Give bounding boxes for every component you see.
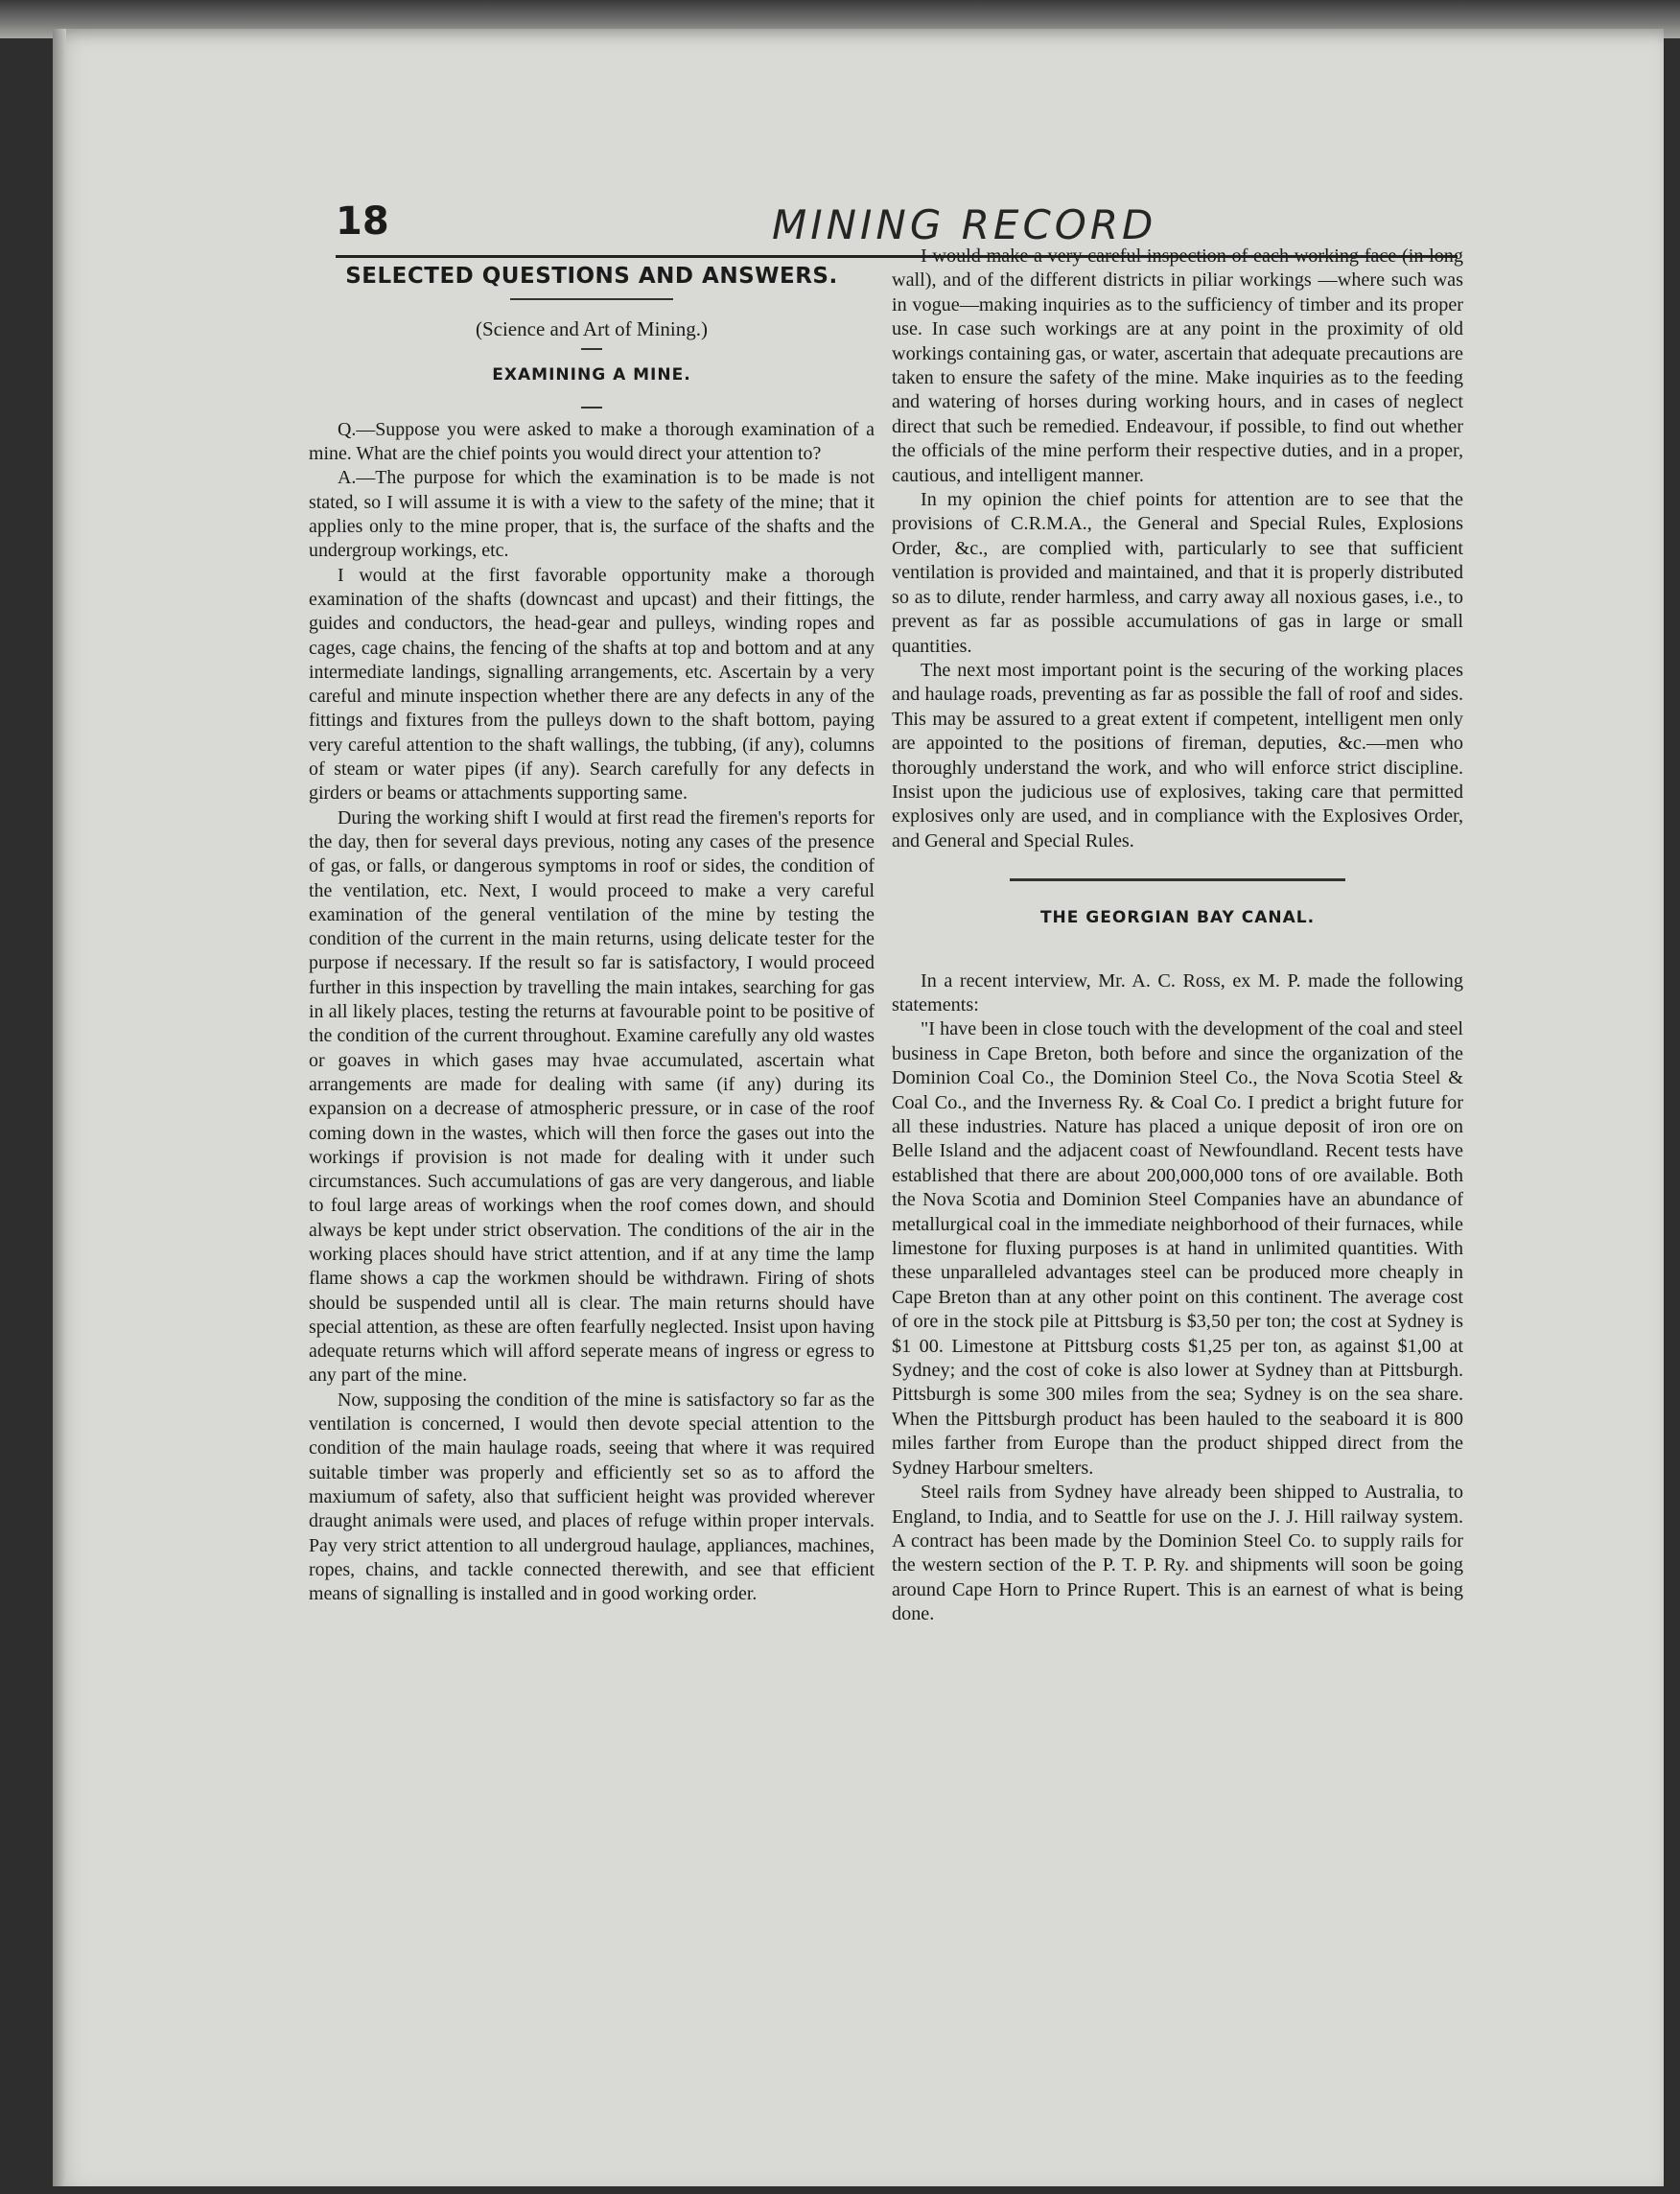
subtitle-divider: [581, 348, 602, 350]
section-heading: EXAMINING A MINE.: [492, 364, 691, 385]
section-divider: [581, 407, 602, 408]
body-paragraph: During the working shift I would at first read the firemen's reports for the day, then for several days previous, noting any cases of the presence of gas, or falls, or dangerous symptoms in roof or sides, the condition of the ventilation, etc. Next, I would proceed to make a very careful examination of the general ventilation of the mine by testing the condition of the current in the main returns, using delicate tester for the purpose if necessary. If the result so far is satisfactory, I would proceed further in this inspection by travelling the main intakes, searching for gas in all likely places, testing the returns at favourable point to be positive of the condition of the current throughout. Examine carefully any old wastes or goaves in which gases may hvae accumulated, ascertain what arrangements are made for dealing with same (if any) during its expansion on a decrease of atmospheric pressure, or in case of the roof coming down in the wastes, which will then force the gases out into the workings if provision is not made for dealing with it under such circumstances. Such accumulations of gas are very dangerous, and liable to foul large areas of workings when the roof comes down, and should always be kept under strict observation. The conditions of the air in the working places should have strict attention, and if at any time the lamp flame shows a cap the workmen should be withdrawn. Firing of shots should be suspended until all is clear. The main returns should have special attention, as these are often fearfully neglected. Insist upon having adequate returns which will afford seperate means of ingress or egress to any part of the mine.: [309, 806, 875, 1387]
section-spacer: [892, 853, 1463, 873]
article-title: SELECTED QUESTIONS AND ANSWERS.: [345, 264, 838, 289]
left-column: [309, 251, 875, 1606]
body-paragraph: I would make a very careful inspection of each working face (in long wall), and of the different districts in piliar workings —where such was in vogue—making inquiries as to the sufficiency of timber and its proper use. In case such workings are at any point in the proximity of old workings containing gas, or water, ascertain that adequate precautions are taken to ensure the safety of the mine. Make inquiries as to the feeding and watering of horses during working hours, and in cases of neglect direct that such be remedied. Endeavour, if possible, to find out whether the officials of the mine perform their respective duties, and in a proper, cautious, and intelligent manner.: [892, 245, 1463, 486]
title-divider: [510, 298, 673, 300]
page-binding-edge: [53, 29, 66, 2186]
body-paragraph: The next most important point is the securing of the working places and haulage roads, preventing as far as possible the fall of roof and sides. This may be assured to a great extent if competent, intelligent men only are appointed to the positions of fireman, deputies, &c.—men who thoroughly understand the work, and who will enforce strict discipline. Insist upon the judicious use of explosives, taking care that permitted explosives only are used, and in compliance with the Explosives Order, and General and Special Rules.: [892, 659, 1463, 852]
body-paragraph: I would at the first favorable opportunity make a thorough examination of the shafts (downcast and upcast) and their fittings, the guides and conductors, the head-gear and pulleys, winding ropes and cages, cage chains, the fencing of the shafts at top and bottom and at any intermediate landings, signalling arrangements, etc. Ascertain by a very careful and minute inspection whether there are any defects in any of the fittings and fixtures from the pulleys down to the shaft bottom, paying very careful attention to the shaft wallings, the tubbing, (if any), columns of steam or water pipes (if any). Search carefully for any defects in girders or beams or attachments supporting same.: [309, 564, 875, 805]
article-divider: [1010, 878, 1345, 881]
section-spacer: [892, 950, 1463, 969]
page-number: 18: [336, 199, 389, 244]
answer-paragraph: A.—The purpose for which the examination is to be made is not stated, so I will assume it is with a view to the safety of the mine; that it applies only to the mine proper, that is, the surface of the shafts and the undergroup workings, etc.: [309, 467, 875, 562]
body-paragraph: Steel rails from Sydney have already been shipped to Australia, to England, to India, and to Seattle for use on the J. J. Hill railway system. A contract has been made by the Dominion Steel Co. to supply rails for the western section of the P. T. P. Ry. and shipments will soon be going around Cape Horn to Prince Rupert. This is an earnest of what is being done.: [892, 1482, 1463, 1625]
article-subtitle: (Science and Art of Mining.): [475, 317, 709, 341]
body-paragraph: "I have been in close touch with the development of the coal and steel business in Cape Breton, both before and since the organization of the Dominion Coal Co., the Dominion Steel Co., the Nova Scotia Steel & Coal Co., and the Inverness Ry. & Coal Co. I predict a bright future for all these industries. Nature has placed a unique deposit of iron ore on Belle Island and the adjacent coast of Newfoundland. Recent tests have established that there are about 200,000,000 tons of ore available. Both the Nova Scotia and Dominion Steel Companies have an abundance of metallurgical coal in the immediate neighborhood of their furnaces, while limestone for fluxing purposes is at hand in unlimited quantities. With these unparalleled advantages steel can be produced more cheaply in Cape Breton than at any other point on this continent. The average cost of ore in the stock pile at Pittsburg is $3,50 per ton; the cost at Sydney is $1 00. Limestone at Pittsburg costs $1,25 per ton, as against $1,00 at Sydney; and the cost of coke is also lower at Sydney than at Pittsburgh. Pittsburgh is some 300 miles from the sea; Sydney is on the sea share. When the Pittsburgh product has been hauled to the seaboard it is 800 miles farther from Europe than the product shipped direct from the Sydney Harbour smelters.: [892, 1018, 1463, 1479]
question-paragraph: Q.—Suppose you were asked to make a thorough examination of a mine. What are the chief points you would direct your attention to?: [309, 418, 875, 465]
body-paragraph: In my opinion the chief points for attention are to see that the provisions of C.R.M.A., the General and Special Rules, Explosions Order, &c., are complied with, particularly to see that sufficient ventilation is provided and maintained, and that it is properly distributed so as to dilute, render harmless, and carry away all noxious gases, i.e., to prevent as far as possible accumulations of gas in large or small quantities.: [892, 489, 1463, 657]
body-paragraph: In a recent interview, Mr. A. C. Ross, ex M. P. made the following statements:: [892, 969, 1463, 1015]
article-title-2: THE GEORGIAN BAY CANAL.: [1039, 908, 1316, 928]
right-column: [892, 245, 1463, 1627]
body-paragraph: Now, supposing the condition of the mine is satisfactory so far as the ventilation is concerned, I would then devote special attention to the condition of the main haulage roads, seeing that where it was required suitable timber was properly and efficiently set so as to afford the maxiumum of safety, also that sufficient height was provided wherever draught animals were used, and places of refuge within proper intervals. Pay very strict attention to all undergroud haulage, appliances, machines, ropes, chains, and tackle connected therewith, and see that efficient means of signalling is installed and in good working order.: [309, 1389, 875, 1605]
journal-title: MINING RECORD: [772, 201, 1157, 248]
